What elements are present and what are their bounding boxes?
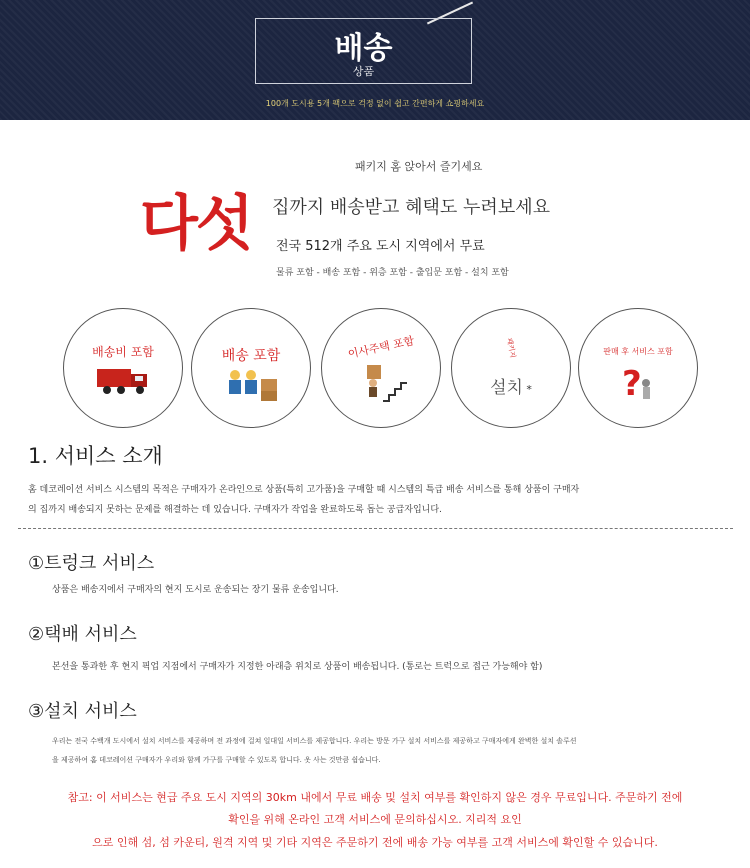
service-text-courier: 본선을 통과한 후 현지 픽업 지점에서 구매자가 지정한 아래층 위치로 상품이 배송됩니다. (통로는 트럭으로 접근 가능해야 함) xyxy=(52,662,543,672)
hero-free-line: 전국 512개 주요 도시 지역에서 무료 xyxy=(276,239,485,254)
service-text-trunk: 상품은 배송지에서 구매자의 현지 도시로 운송되는 장기 물류 운송입니다. xyxy=(52,585,339,595)
truck-icon xyxy=(64,363,182,401)
note-line1: 참고: 이 서비스는 현급 주요 도시 지역의 30km 내에서 무료 배송 및 설치 여부를 확인하지 않은 경우 무료입니다. 주문하기 전에 xyxy=(67,791,683,804)
service-text-install-line1: 우리는 전국 수백개 도시에서 설치 서비스를 제공하며 전 과정에 걸쳐 일대일 서비스를 제공합니다. 우리는 방문 가구 설치 서비스를 제공하고 구매자에게 완벽한 설치 솔루션 xyxy=(52,737,577,745)
hero-includes-line: 물류 포함 - 배송 포함 - 위층 포함 - 출입문 포함 - 설치 포함 xyxy=(276,268,509,278)
circle-label-secondary: 설치 xyxy=(490,378,523,398)
service-text-install-line2: 을 제공하여 홈 데코레이션 구매자가 우리와 함께 가구를 구매할 수 있도록 합니다. 옷 사는 것만큼 쉽습니다. xyxy=(52,756,381,764)
service-title-trunk: ①트렁크 서비스 xyxy=(28,553,155,574)
hero-main-line: 집까지 배송받고 혜택도 누려보세요 xyxy=(272,197,550,218)
circle-label: 이사주택 포함 xyxy=(346,334,416,361)
feature-circle-install xyxy=(451,308,571,428)
stairs-carry-icon xyxy=(322,363,440,407)
workers-icon xyxy=(192,367,310,407)
note-line2: 확인을 위해 온라인 고객 서비스에 문의하십시오. 지리적 요인 xyxy=(228,813,522,826)
feature-circle-delivery xyxy=(191,308,311,428)
circle-label: 판매 후 서비스 포함 xyxy=(603,347,673,356)
banner-title-box xyxy=(255,18,472,84)
install-icon: 설치 * xyxy=(490,378,532,398)
section-title-intro: 1. 서비스 소개 xyxy=(28,444,163,468)
note-line3: 으로 인해 섬, 섬 카운티, 원격 지역 및 기타 지역은 주문하기 전에 배송 가능 여부를 고객 서비스에 확인할 수 있습니다. xyxy=(92,836,658,849)
intro-paragraph-line1: 홈 데코레이션 서비스 시스템의 목적은 구매자가 온라인으로 상품(특히 고가품)을 구매할 때 시스템의 특급 배송 서비스를 통해 상품이 구매자 xyxy=(28,485,580,495)
banner-subtitle: 상품 xyxy=(352,65,375,78)
banner-tagline: 100개 도시용 5개 팩으로 걱정 없이 쉽고 간편하게 쇼핑하세요 xyxy=(265,99,485,108)
top-banner xyxy=(0,0,750,120)
svg-text:?: ? xyxy=(622,364,642,404)
service-title-courier: ②택배 서비스 xyxy=(28,624,137,645)
circle-label: 패키지 xyxy=(505,337,517,359)
feature-circle-moving xyxy=(321,308,441,428)
divider xyxy=(18,528,733,529)
question-mark-icon xyxy=(579,361,697,409)
service-title-install: ③설치 서비스 xyxy=(28,701,137,722)
banner-title: 배송 xyxy=(334,31,393,66)
hero-sub-heading: 패키지 홈 앉아서 즐기세요 xyxy=(355,160,483,173)
circle-label: 배송비 포함 xyxy=(92,345,154,359)
intro-paragraph-line2: 의 집까지 배송되지 못하는 문제를 해결하는 데 있습니다. 구매자가 작업을 완료하도록 돕는 공급자입니다. xyxy=(28,505,442,515)
hero-big-character: 다섯 xyxy=(140,189,252,259)
feature-circle-aftersale xyxy=(578,308,698,428)
feature-circle-shipping xyxy=(63,308,183,428)
circle-label: 배송 포함 xyxy=(221,348,281,364)
